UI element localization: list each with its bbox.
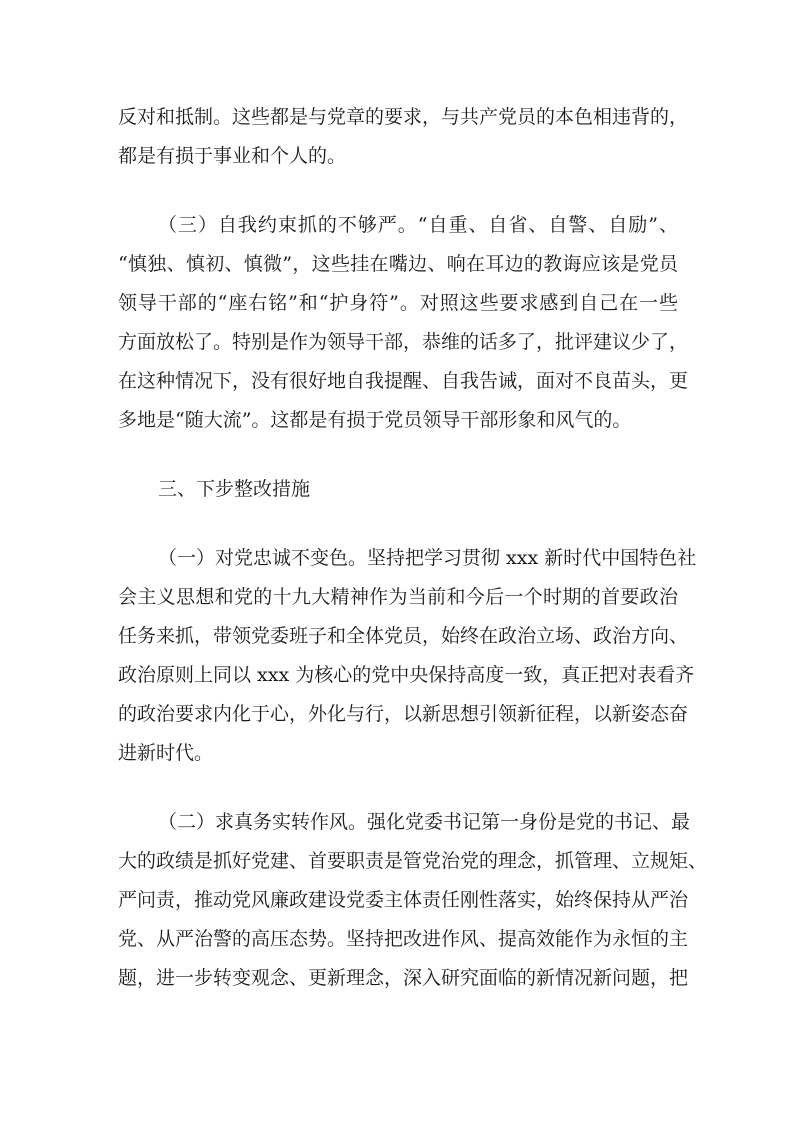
- text-line: 任务来抓，带领党委班子和全体党员，始终在政治立场、政治方向、: [118, 625, 689, 647]
- text-line: （三）自我约束抓的不够严。“自重、自省、自警、自励”、: [158, 214, 678, 236]
- text-line: 进新时代。: [118, 742, 214, 764]
- paragraph-2: [118, 206, 689, 440]
- text-line: 都是有损于事业和个人的。: [118, 145, 347, 167]
- text-line: “慎独、慎初、慎微”，这些挂在嘴边、响在耳边的教诲应该是党员: [118, 253, 678, 275]
- text-line: 多地是“随大流”。这都是有损于党员领导干部形象和风气的。: [118, 409, 632, 431]
- text-line: 会主义思想和党的十九大精神作为当前和今后一个时期的首要政治: [118, 586, 678, 608]
- paragraph-3: [118, 539, 697, 773]
- text-line: 严问责，推动党风廉政建设党委主体责任刚性落实，始终保持从严治: [118, 889, 689, 911]
- paragraph-1: [118, 98, 689, 176]
- section-heading-text: 三、下步整改措施: [158, 478, 311, 500]
- section-heading: [118, 470, 678, 509]
- text-line: 的政治要求内化于心，外化与行，以新思想引领新征程，以新姿态奋: [118, 703, 689, 725]
- text-line: 领导干部的“座右铭”和“护身符”。对照这些要求感到自己在一些: [118, 292, 678, 314]
- text-line: 反对和抵制。这些都是与党章的要求，与共产党员的本色相违背的，: [118, 106, 689, 128]
- document-page: [118, 98, 708, 998]
- text-line: 党、从严治警的高压态势。坚持把改进作风、提高效能作为永恒的主: [118, 928, 689, 950]
- text-line: 大的政绩是抓好党建、首要职责是管党治党的理念，抓管理、立规矩、: [118, 850, 708, 872]
- text-line: 题，进一步转变观念、更新理念，深入研究面临的新情况新问题，把: [118, 967, 689, 989]
- text-line: 在这种情况下，没有很好地自我提醒、自我告诫，面对不良苗头，更: [118, 370, 689, 392]
- paragraph-4: [118, 803, 708, 998]
- text-line: 政治原则上同以 xxx 为核心的党中央保持高度一致，真正把对表看齐: [118, 664, 695, 686]
- text-line: （二）求真务实转作风。强化党委书记第一身份是党的书记、最: [158, 811, 691, 833]
- text-line: 方面放松了。特别是作为领导干部，恭维的话多了，批评建议少了，: [118, 331, 689, 353]
- text-line: （一）对党忠诚不变色。坚持把学习贯彻 xxx 新时代中国特色社: [158, 547, 697, 569]
